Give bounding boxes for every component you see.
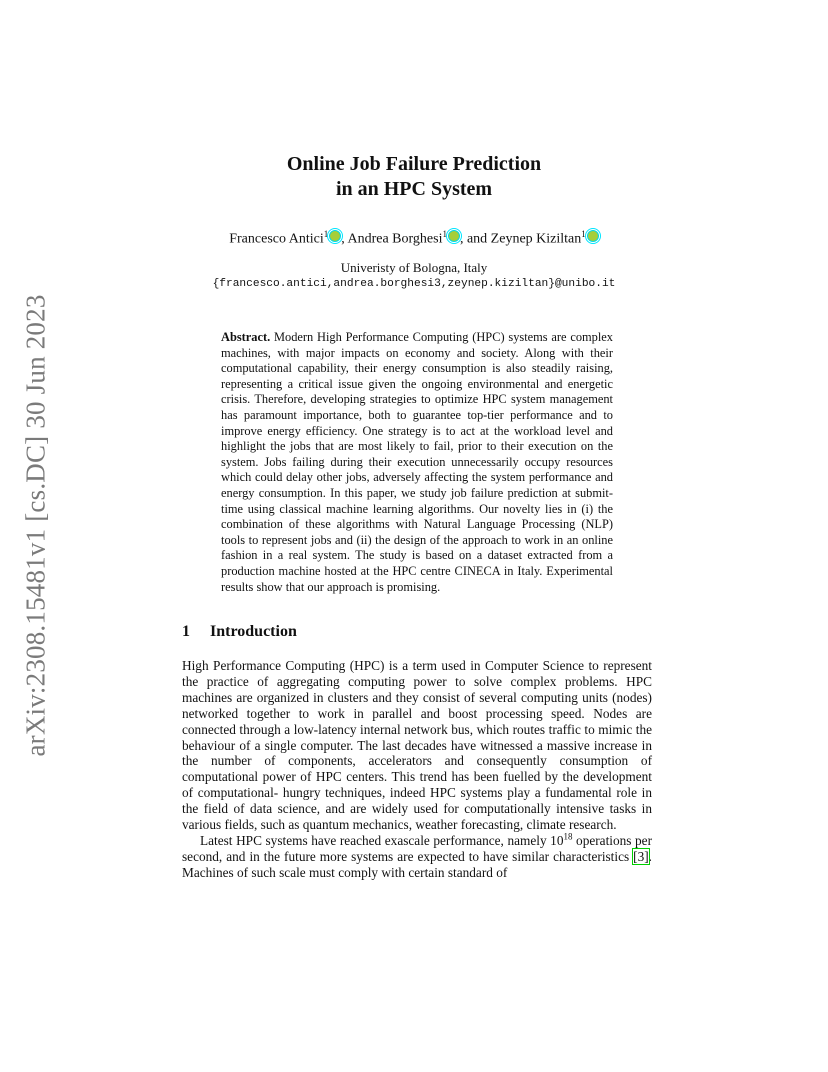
author-list [0,229,828,248]
abstract-text: Modern High Performance Computing (HPC) systems are complex machines, with major impacts on economy and society. Along with their computational capability, their energy consumption is also steadily raising, representing a critical issue given the ongoing environmental and energetic crisis. Therefore, developing strategies to optimize HPC system management has paramount importance, both to guarantee top-tier performance and to improve energy efficiency. One strategy is to act at the workload level and highlight the jobs that are most likely to fail, prior to their execution on the system. Jobs failing during their execution unnecessarily occupy resources which could delay other jobs, adversely affecting the system performance and energy consumption. In this paper, we study job failure prediction at submit-time using classical machine learning algorithms. Our novelty lies in (i) the combination of these algorithms with Natural Language Processing (NLP) tools to represent jobs and (ii) the design of the approach to work in an online fashion in a real system. The study is based on a dataset extracted from a production machine hosted at the HPC centre CINECA in Italy. Experimental results show that our approach is promising. [221,330,613,594]
author-name: Zeynep Kiziltan [490,231,582,247]
introduction-body [182,658,652,881]
exponent: 18 [563,831,573,842]
affiliation-block [0,259,828,293]
author-name: Francesco Antici [229,231,324,247]
orcid-icon[interactable] [329,230,341,242]
author-separator: , [341,231,348,247]
paragraph: High Performance Computing (HPC) is a term used in Computer Science to represent the practice of aggregating computing power to solve complex problems. HPC machines are organized in clusters and they consist of several computing units (nodes) networked together to work in parallel and boost processing speed. Nodes are connected through a low-latency internal network bus, which routes traffic to mimic the behaviour of a single computer. The last decades have witnessed a massive increase in the number of components, accelerators and consequently consumption of computational power of HPC centers. This trend has been fuelled by the development of computational- hungry techniques, indeed HPC systems play a fundamental role in the field of data science, and are widely used for computationally intensive tasks in various fields, such as quantum mechanics, weather forecasting, climate research. [182,658,652,833]
paragraph-text: operations per second, and in the future more systems are expected to have similar characteristics [182,832,653,864]
author-affiliation-mark: 1 [323,229,329,239]
paragraph-text: . Machines of such scale must comply with certain standard of [182,848,652,880]
author-affiliation-mark: 1 [442,229,447,239]
title-line-1: Online Job Failure Prediction [286,153,542,175]
title-line-2: in an HPC System [335,178,493,200]
section-title: Introduction [210,623,297,640]
section-number: 1 [182,623,190,640]
orcid-icon[interactable] [448,230,460,242]
section-heading [182,623,297,641]
arxiv-watermark-text: arXiv:2308.15481v1 [cs.DC] 30 Jun 2023 [20,293,51,757]
arxiv-watermark [18,290,54,760]
abstract-label: Abstract. [221,330,271,344]
author-emails: {francesco.antici,andrea.borghesi3,zeynep.kiziltan}@unibo.it [212,278,616,290]
author-separator: , and [459,231,491,247]
orcid-icon[interactable] [587,230,599,242]
paragraph [182,833,652,881]
abstract [221,330,613,595]
author-affiliation-mark: 1 [581,229,586,239]
author-name: Andrea Borghesi [347,231,443,247]
paper-title [0,152,828,202]
affiliation: Univeristy of Bologna, Italy [340,260,488,275]
paragraph-text: Latest HPC systems have reached exascale performance, namely 10 [200,832,564,848]
citation-link[interactable]: [3] [633,848,649,864]
